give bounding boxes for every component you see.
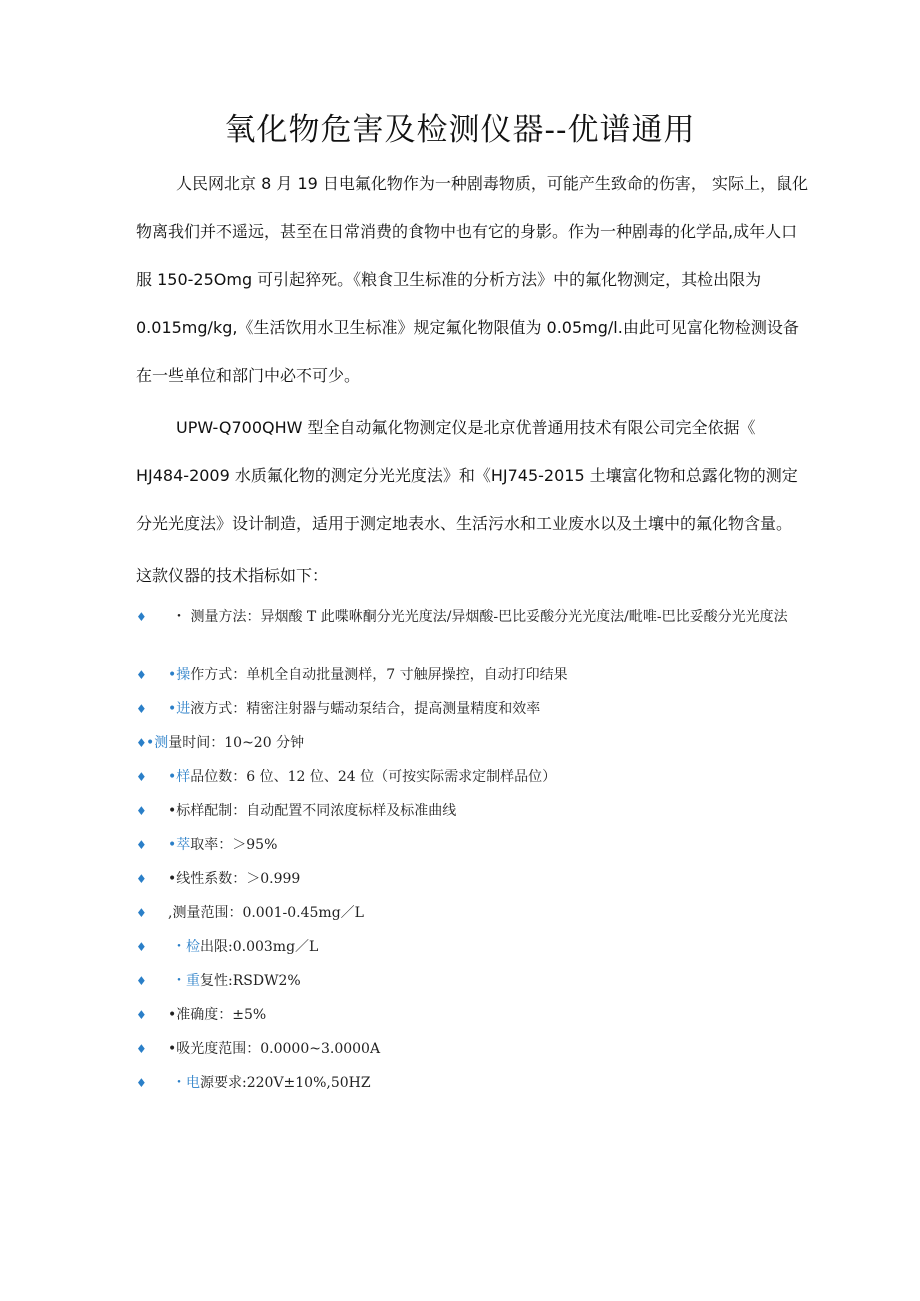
spec-accent: 电 [186, 1075, 200, 1091]
diamond-bullet-icon: ♦ [136, 610, 147, 624]
spec-prefix: • [168, 803, 177, 819]
spec-item [136, 697, 796, 731]
diamond-bullet-icon: ♦ [136, 940, 147, 954]
spec-item [136, 1003, 796, 1037]
spec-text: 品位数：6 位、12 位、24 位（可按实际需求定制样品位） [190, 769, 557, 785]
spec-text: 液方式：精密注射器与蠕动泵结合，提高测量精度和效率 [190, 701, 541, 717]
diamond-bullet-icon: ♦ [136, 702, 147, 716]
paragraph-intro [136, 170, 808, 410]
diamond-bullet-icon: ♦ [136, 804, 147, 818]
paragraph-line: 物离我们并不遥远，甚至在日常消费的食物中也有它的身影。作为一种剧毒的化学品,成年人口 [136, 222, 798, 241]
spec-text: 取率：＞95% [190, 837, 278, 853]
diamond-bullet-icon: ♦ [136, 906, 147, 920]
diamond-bullet-icon: ♦ [136, 1042, 147, 1056]
diamond-bullet-icon: ♦ [136, 1076, 147, 1090]
spec-item [136, 663, 796, 697]
spec-prefix: • [168, 871, 177, 887]
paragraph-line: UPW-Q700QHW 型全自动氟化物测定仪是北京优普通用技术有限公司完全依据《 [176, 418, 756, 437]
spec-text: 测量范围：0.001-0.45mg／L [172, 905, 364, 921]
diamond-bullet-icon: ♦ [136, 736, 147, 750]
spec-text: 吸光度范围：0.0000~3.0000A [176, 1041, 381, 1057]
spec-prefix: ・ [172, 609, 186, 625]
spec-accent: 重 [186, 973, 200, 989]
spec-prefix: • [168, 837, 177, 853]
spec-text: 源要求:220V±10%,50HZ [200, 1075, 371, 1091]
spec-prefix: ・ [172, 939, 186, 955]
spec-text: 作方式：单机全自动批量测样，7 寸触屏操控，自动打印结果 [190, 667, 568, 683]
spec-text: 准确度：±5% [176, 1007, 267, 1023]
paragraph-line: 服 150-25Omg 可引起猝死。《粮食卫生标准的分析方法》中的氟化物测定，其检出限为 [136, 270, 762, 289]
paragraph-line: 0.015mg∕kg,《生活饮用水卫生标准》规定氟化物限值为 0.05mg∕l.由此可见富化物检测设备 [136, 318, 799, 337]
spec-item [136, 867, 796, 901]
spec-item [136, 901, 796, 935]
diamond-bullet-icon: ♦ [136, 770, 147, 784]
diamond-bullet-icon: ♦ [136, 838, 147, 852]
spec-text: 标样配制：自动配置不同浓度标样及标准曲线 [176, 803, 457, 819]
spec-item [136, 765, 796, 799]
spec-item [136, 1037, 796, 1071]
spec-item [136, 799, 796, 833]
spec-prefix: • [168, 1041, 177, 1057]
spec-accent: 萃 [176, 837, 191, 853]
paragraph-line: HJ484-2009 水质氟化物的测定分光光度法》和《HJ745-2015 土壤富化物和总露化物的测定 [136, 466, 798, 485]
paragraph-line: 在一些单位和部门中必不可少。 [136, 366, 361, 385]
document-title: 氧化物危害及检测仪器--优谱通用 [224, 112, 696, 148]
spec-text: 复性:RSDW2% [200, 973, 301, 989]
spec-accent: 样 [176, 769, 191, 785]
spec-prefix: • [146, 735, 155, 751]
paragraph-line: 分光光度法》设计制造，适用于测定地表水、生活污水和工业废水以及土壤中的氟化物含量。 [136, 514, 793, 533]
spec-accent: 测 [154, 735, 169, 751]
spec-prefix: • [168, 701, 177, 717]
spec-text: 量时间：10~20 分钟 [168, 735, 305, 751]
spec-item [136, 833, 796, 867]
spec-prefix: • [168, 667, 177, 683]
spec-prefix: ・ [172, 973, 186, 989]
spec-item [136, 605, 796, 663]
spec-list [136, 605, 796, 1105]
diamond-bullet-icon: ♦ [136, 668, 147, 682]
spec-prefix: , [168, 905, 173, 921]
spec-item [136, 935, 796, 969]
spec-text: 出限:0.003mg／L [200, 939, 319, 955]
spec-text: 测量方法：异烟酸 T 此喋咻酮分光光度法/异烟酸-巴比妥酸分光光度法/毗唯-巴比妥酸分光光度法 [190, 609, 788, 625]
spec-item [136, 731, 796, 765]
spec-text: 线性系数：＞0.999 [176, 871, 301, 887]
spec-accent: 进 [176, 701, 191, 717]
spec-accent: 检 [186, 939, 200, 955]
paragraph-product [136, 414, 798, 558]
spec-accent: 操 [176, 667, 191, 683]
spec-prefix: • [168, 769, 177, 785]
paragraph-line: 人民网北京 8 月 19 日电氟化物作为一种剧毒物质，可能产生致命的伤害， 实际上，鼠化 [176, 174, 808, 193]
diamond-bullet-icon: ♦ [136, 872, 147, 886]
spec-prefix: • [168, 1007, 177, 1023]
diamond-bullet-icon: ♦ [136, 974, 147, 988]
spec-item [136, 1071, 796, 1105]
diamond-bullet-icon: ♦ [136, 1008, 147, 1022]
spec-intro: 这款仪器的技术指标如下： [136, 566, 329, 585]
spec-item [136, 969, 796, 1003]
spec-prefix: ・ [172, 1075, 186, 1091]
